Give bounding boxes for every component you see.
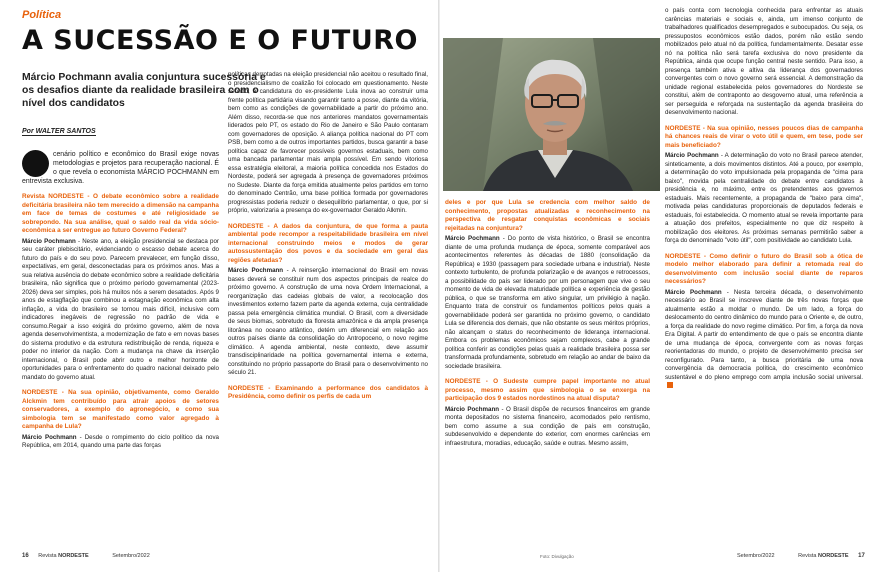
answer-7 — [665, 289, 863, 391]
question-2: NORDESTE - Na sua opinião, objetivamente, como Geraldo Alckmin tem contribuído para atrair apoios de setores conservadores, a exemplo do agronegócio, e como sua simbologia tem se manifestado como valor agregado à campanha de Lula? — [22, 389, 219, 430]
end-mark-icon — [667, 382, 673, 388]
answer-label: Márcio Pochmann — [445, 405, 500, 413]
answer-text: - A determinação do voto no Brasil parece atender, sinteticamente, a dois movimentos distintos. Até a pouco, por exemplo, a determinação do voto impulsionada pela propaganda de "cima para baixo", movida pela centralidade do debate entre candidatos à presidência e, no máximo, entre os pretendentes aos governos estaduais. Mais recentemente, a propaganda de "baixo para cima", motivada pelas candidaturas proporcionais de deputados federais e estaduais, foi estabelecida. O momento atual se revela importante para a atuação dos prefeitos, especialmente no que diz respeito à mobilização dos eleitores. As próximas semanas permitirão saber a força do denominado "voto útil", com positividade ao candidato Lula. — [665, 152, 863, 244]
answer-5 — [445, 406, 650, 449]
column-1 — [22, 150, 219, 550]
question-4-continued: deles e por que Lula se credencia com melhor saldo de conhecimento, propostas atualizadas e reconhecimento na perspectiva de resgatar conquistas econômicas e sociais rejeitadas na conjuntura? — [445, 199, 650, 232]
answer-label: Márcio Pochmann — [22, 237, 76, 245]
page-spine — [438, 0, 440, 572]
answer-text: - Do ponto de vista histórico, o Brasil se encontra diante de uma profunda mudança de época, somente comparável aos acontecimentos referentes às décadas de 1880 (consolidação da República) e 1930 (passagem para sociedade urbana e industrial). Neste contexto turbulento, de profunda polarização e de avanços e retrocessos, a possibilidade do país ser liderado por um personagem que vive o seu momento de vida de elevada maturidade política e experiência de gestão pública, o que se transforma em ativo singular, um privilégio à nação. Enquanto trata de construir os fundamentos políticos pelos quais a governabilidade poderá ser garantida no próximo governo, o candidato Lula se diferencia dos demais, que não obstante os seus méritos próprios, não alcançam o status do reconhecimento de liderança internacional. Embora os problemas econômicos sejam complexos, cabe a grande política conferir as condições pelas quais a realidade brasileira possa ser transformada profundamente, sobretudo em relação ao andar de baixo da sociedade brasileira. — [445, 235, 650, 370]
answer-4 — [445, 235, 650, 371]
answer-text: - Neste ano, a eleição presidencial se destaca por seu caráter plebiscitário, evidenciando o escasso debate acerca do futuro do país e do seu povo. Parecem prevalecer, em função disso, expectativas, em geral, desconectadas para os próximos anos. Mas a sua relativa ausência do debate econômico sobre a realidade deficitária brasileira, não significa que o próximo período governamental (2023-2026) deva ser simples, pois há muitos nós a serem desatados. Após 9 anos de estagflação que combinou a estagnação econômica com alta inflação, a vida do brasileiro se tornou mais difícil, inclusive com indicadores inegáveis de regressão no padrão de vida e consumo.Regair a isso exigirá do próximo governo, além de nova agenda desenvolvimentista, a modernização de fato e em novas bases do sistema produtivo e da estrutura redistribuição de renda, riqueza e poder no interior da nação. Com a mudança na chave da inserção internacional, o Brasil pode abrir outro e melhor horizonte de oportunidades para o enfrentamento do quadro nacional deixado pelo mandato do governo atual. — [22, 237, 219, 381]
subhead: Márcio Pochmann avalia conjuntura sucessória e os desafios diante da realidade brasileira com o nível dos candidatos — [22, 72, 266, 110]
section-label: Política — [22, 9, 62, 21]
answer-label: Márcio Pochmann — [445, 235, 500, 242]
answer-2 — [22, 434, 219, 451]
paragraph: o país conta com tecnologia conhecida para enfrentar as atuais carências materiais e sociais e, ainda, um imenso conjunto de trabalhadores qualificados desempregados e subocupados. Ou seja, os pressupostos econômicos estão dados, porém não estão sendo mobilizados pelo atual nó da política, fundamentalmente. Desatar esse nó na política não será tarefa exclusiva do novo presidente da República, ainda que ocupe função central neste sentido. Para isso, a presença também ativa e altiva da liderança dos governadores convergentes com o novo governo será essencial. A demonstração da unidade regional estabelecida pelos governadores do Nordeste se constitui, além de contraponto ao desgoverno atual, uma referência a ser perseguida e reforçada na sustentação da agenda brasileira do desenvolvimento nacional. — [665, 7, 863, 116]
answer-3 — [228, 267, 428, 378]
footer-right — [737, 553, 865, 559]
intro-paragraph — [22, 150, 219, 186]
answer-label: Márcio Pochmann — [665, 288, 722, 296]
answer-label: Márcio Pochmann — [228, 267, 284, 274]
answer-label: Márcio Pochmann — [22, 433, 77, 441]
question-6: NORDESTE - Na sua opinião, nesses poucos dias de campanha há chances reais de virar o voto útil e quem, em tese, pode ser mais beneficiado? — [665, 124, 863, 149]
portrait-image — [443, 38, 660, 191]
footer-magazine: NORDESTE — [58, 553, 89, 559]
footer-date: Setembro/2022 — [737, 553, 775, 559]
byline: Por WALTER SANTOS — [22, 128, 96, 135]
question-1: Revista NORDESTE - O debate econômico sobre a realidade deficitária brasileira não tem merecido a dimensão na campanha em face de temas de costumes e até religiosidade se sobrepondo. Na sua análise, qual o saldo real da vida sócio-econômica a ser entregue ao futuro Governo Federal? — [22, 193, 219, 234]
footer-date: Setembro/2022 — [112, 553, 150, 559]
footer-left — [22, 553, 150, 559]
column-4 — [665, 7, 863, 552]
footer-revista: Revista — [38, 553, 57, 559]
footer-magazine: NORDESTE — [818, 553, 849, 559]
paragraph: políticas derrotadas na eleição presidencial não aceitou o resultado final, o presidencialismo de coalizão foi colocado em questionamento. Neste sentido, a candidatura do ex-presidente Lula inova ao construir uma frente política partidária visando garantir tanto a posse, diante da vitória, bem como as condições de governabilidade a partir do próximo ano. Além disso, recorda-se que nos anteriores mandatos governamentais liderados pelo PT, os estado do Rio de Janeiro e São Paulo contaram com governadores de oposição. A aliança política nacional do PT com PSB, bem como a de outros importantes partidos, busca garantir a base política capaz de favorecer possíveis governos estaduais, bem como uma bancada parlamentar mais ampla possível. Em sendo vitoriosa essa estratégia eleitoral, a maioria política concedida nos Estados do Nordeste, poderá ser agregada à presença de governadores próximos no Sudeste. Diante da força emitida atualmente pelos partidos em torno do denominado Centrão, uma base política formada por governadores progressistas poderia reduzir o desequilíbrio parlamentar, o que, por si próprio, valorizaria a presença do ex-governador Geraldo Alkmin. — [228, 71, 428, 214]
page-number-left: 16 — [22, 553, 29, 559]
answer-1 — [22, 238, 219, 383]
photo-credit: Foto: Divulgação — [540, 554, 574, 559]
question-4: NORDESTE - Examinando a performance dos candidatos à Presidência, como definir os perfis de cada um — [228, 384, 428, 400]
page-number-right: 17 — [858, 553, 865, 559]
answer-text: - O Brasil dispõe de recursos financeiros em grande monta depositados no sistema financeiro, acomodados pelo rentismo, bem como assume a sua condição de país em construção, subdesenvolvido e dependente do exterior, com enormes carências em infraestrutura, moradias, educação, saúde e outras. Mesmo assim, — [445, 405, 650, 447]
answer-text: - Nesta terceira década, o desenvolvimento necessário ao Brasil se inscreve diante de três novas forças que atualmente estão a moldar o mundo. De um lado, a força do deslocamento do centro dinâmico do mundo para o Oriente e, de outro, a força da realidade do novo regime climático. Por fim, a força da nova Era Digital. A partir do entendimento de que o país se encontra diante de uma mudança de época, convergente com as novas forças reorientadoras do mundo, o projeto de desenvolvimento precisa ser reconfigurado. Para tanto, a busca prioritária de uma nova convergência da democracia política, do crescimento econômico sustentável e do pleno emprego com ampla inclusão social universal. — [665, 288, 863, 381]
answer-text: - A reinserção internacional do Brasil em novas bases deverá se constituir num dos aspectos principais de realce do próximo governo. A construção de uma nova Ordem Internacional, a reorganização das cadeias globais de valor, a recolocação dos investimentos externo fazem parte da agenda externa, cuja centralidade passa pela emergência climática mundial. O Brasil, com a diversidade de seus biomas, sobretudo da floresta amazônica e da ampla presença litorânea no oceano atlântico, detém um diferencial em relação aos outros países diante da consolidação do Antropoceno, o novo regime climático. A agenda ambiental, neste contexto, deve assumir transdisciplinaridade na política governamental interna e externa, constituindo no próprio passaporte do Brasil para o desenvolvimento no século 21. — [228, 267, 428, 376]
portrait-photo — [443, 38, 660, 191]
question-3: NORDESTE - A dados da conjuntura, de que forma a pauta ambiental pode recompor a respeitabilidade brasileira em nível internacional construindo meios e modos de gerar autossustentação dos povos e da sociedade em geral das regiões afetadas? — [228, 222, 428, 264]
answer-6 — [665, 152, 863, 246]
question-5: NORDESTE - O Sudeste cumpre papel importante no atual processo, mesmo assim que simbologia o se enxerga na participação dos 9 estados nordestinos na atual disputa? — [445, 378, 650, 402]
column-3 — [445, 199, 650, 551]
drop-cap-o — [22, 150, 49, 177]
question-7: NORDESTE - Como definir o futuro do Brasil sob a ótica de modelo melhor elaborado para definir a retomada real do desenvolvimento com inclusão social diante de reparos necessários? — [665, 252, 863, 285]
headline: A SUCESSÃO E O FUTURO — [22, 25, 419, 56]
answer-label: Márcio Pochmann — [665, 152, 719, 159]
column-2 — [228, 71, 428, 549]
answer-text: - Desde o rompimento do ciclo político da nova República, em 2014, quando uma parte das forças — [22, 433, 219, 449]
intro-text: cenário político e econômico do Brasil exige novas metodologias e projetos para recuperação nacional. É o que revela o economista MÁRCIO POCHMANN em entrevista exclusiva. — [22, 151, 219, 185]
footer-revista: Revista — [798, 553, 817, 559]
